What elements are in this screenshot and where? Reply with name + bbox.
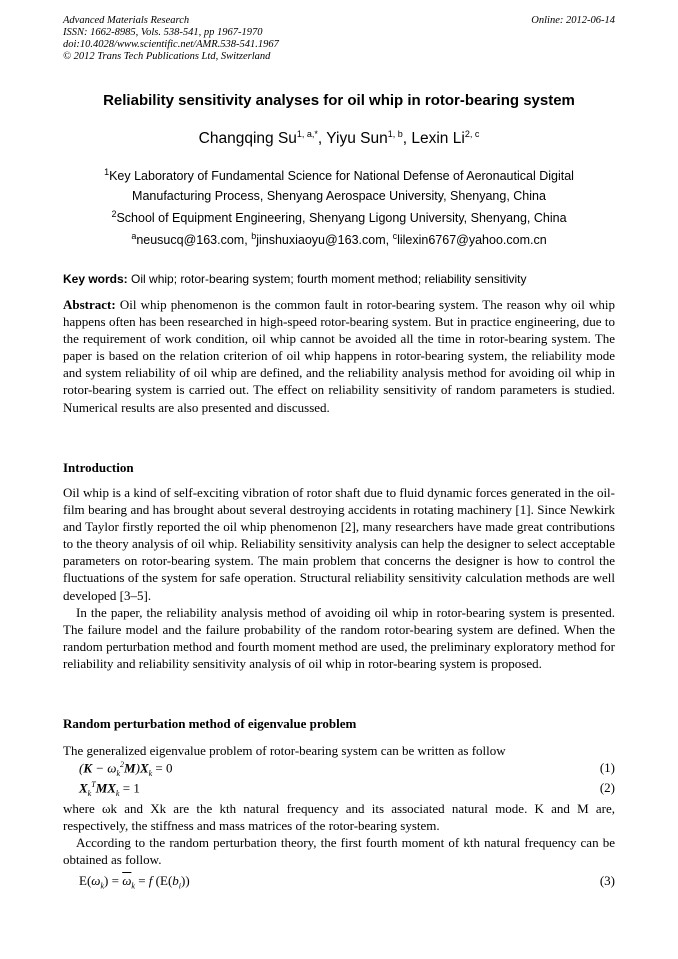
equation-number: (3): [599, 873, 615, 888]
equation-3: [63, 873, 615, 890]
section-heading-random-perturbation: Random perturbation method of eigenvalue problem: [63, 716, 357, 731]
equation-expression: $X_k^TMX_k = 1$: [79, 780, 140, 798]
email-list: $^a$neusucq@163.com, $^b$jinshuxiaoyu@163.com, $^c$lilexin6767@yahoo.com.cn: [131, 230, 547, 247]
equation-number: (2): [599, 780, 615, 795]
paragraph: where ωk and Xk are the kth natural frequency and its associated natural mode. K and M are, respectively, the stiffness and mass matrices of the rotor-bearing system.: [63, 801, 615, 834]
introduction-body: [63, 484, 615, 672]
author-name: Changqing Su: [198, 130, 297, 147]
affiliation-text: School of Equipment Engineering, Shenyang Ligong University, Shenyang, China: [116, 211, 567, 225]
copyright-line: © 2012 Trans Tech Publications Ltd, Switzerland: [63, 51, 271, 62]
abstract-label: Abstract:: [63, 297, 116, 312]
equation-2: [63, 780, 615, 797]
affiliation-1: [0, 166, 678, 206]
affiliation-2: [0, 208, 678, 228]
abstract: [63, 296, 615, 416]
paragraph: Oil whip is a kind of self-exciting vibration of rotor shaft due to fluid dynamic forces generated in the oil-film bearing and has brought about several destroying accidents in rotating machinery [1]. Since Newkirk and Taylor firstly reported the oil whip phenomenon [2], many researchers have made great contributions to the theory analysis of oil whip. Reliability sensitivity analysis can help the designer to select acceptable parameters on rotor-bearing system. The main problem that concerns the designer is how to control the fluctuations of the system for safe operation. Structural reliability sensitivity calculation methods are well developed [3–5].: [63, 485, 615, 603]
email-mark: c: [392, 230, 398, 241]
paper-title: Reliability sensitivity analyses for oil whip in rotor-bearing system: [103, 92, 575, 109]
equation-expression: $(K - \omega_k^2M)X_k = 0$: [79, 760, 173, 778]
paragraph: According to the random perturbation theory, the first fourth moment of kth natural frequency can be obtained as follow.: [63, 835, 615, 868]
author-name: Yiyu Sun: [326, 130, 388, 147]
abstract-text: Oil whip phenomenon is the common fault in rotor-bearing system. The reason why oil whip happens often has been researched in high-speed rotor-bearing system. But in practice engineering, due to the requirement of work condition, oil whip cannot be avoided all the time in rotor-bearing system. The paper is based on the relation criterion of oil whip happens in rotor-bearing system, the reliability mode and system reliability of oil whip are defined, and the reliability analysis method for avoiding oil whip in rotor-bearing system is carried out. The effect on reliability sensitivity of random parameters is studied. Numerical results are also presented and discussed.: [63, 297, 615, 415]
issn-line: ISSN: 1662-8985, Vols. 538-541, pp 1967-1970: [63, 27, 263, 38]
equation-1: [63, 760, 615, 777]
email-mark: b: [251, 230, 257, 241]
keywords-label: Key words:: [63, 272, 128, 286]
equation-explanation: [63, 800, 615, 868]
affiliation-mark: 1: [104, 166, 110, 177]
keywords-text: Oil whip; rotor-bearing system; fourth moment method; reliability sensitivity: [131, 272, 527, 286]
online-date: Online: 2012-06-14: [531, 15, 615, 26]
keywords: [63, 272, 615, 286]
author-list: Changqing $Su^{1, a,*}$, Yiyu Sun$^{1, b}$, Lexin Li$^{2, c}$: [198, 128, 480, 147]
author-name: Lexin Li: [411, 130, 465, 147]
paragraph: The generalized eigenvalue problem of rotor-bearing system can be written as follow: [63, 743, 506, 758]
author-affiliation-mark: 1, a,*: [296, 128, 318, 139]
author-affiliation-mark: 1, b: [387, 128, 403, 139]
email-link[interactable]: neusucq@163.com: [136, 233, 245, 247]
email-link[interactable]: lilexin6767@yahoo.com.cn: [397, 233, 547, 247]
doi-line: doi:10.4028/www.scientific.net/AMR.538-541.1967: [63, 39, 279, 50]
affiliation-text: Key Laboratory of Fundamental Science for National Defense of Aeronautical Digital: [109, 169, 574, 183]
affiliation-mark: 2: [111, 208, 117, 219]
author-affiliation-mark: 2, c: [464, 128, 480, 139]
email-mark: a: [131, 230, 137, 241]
equation-number: (1): [599, 760, 615, 775]
equation-expression: $E(\omega_k) = \overline{\omega}_k = f$ $(E(b_i))$: [79, 873, 190, 891]
journal-name: Advanced Materials Research: [63, 15, 190, 26]
affiliation-text: Manufacturing Process, Shenyang Aerospace University, Shenyang, China: [132, 189, 546, 203]
paragraph: In the paper, the reliability analysis method of avoiding oil whip in rotor-bearing system is presented. The failure model and the failure probability of the random rotor-bearing system are defined. When the random perturbation method and fourth moment method are used, the preliminary exploratory method for reliability and reliability sensitivity analysis of oil whip in rotor-bearing system is proposed.: [63, 604, 615, 671]
journal-header: [63, 15, 615, 63]
section-heading-introduction: Introduction: [63, 460, 134, 475]
email-link[interactable]: jinshuxiaoyu@163.com: [256, 233, 386, 247]
